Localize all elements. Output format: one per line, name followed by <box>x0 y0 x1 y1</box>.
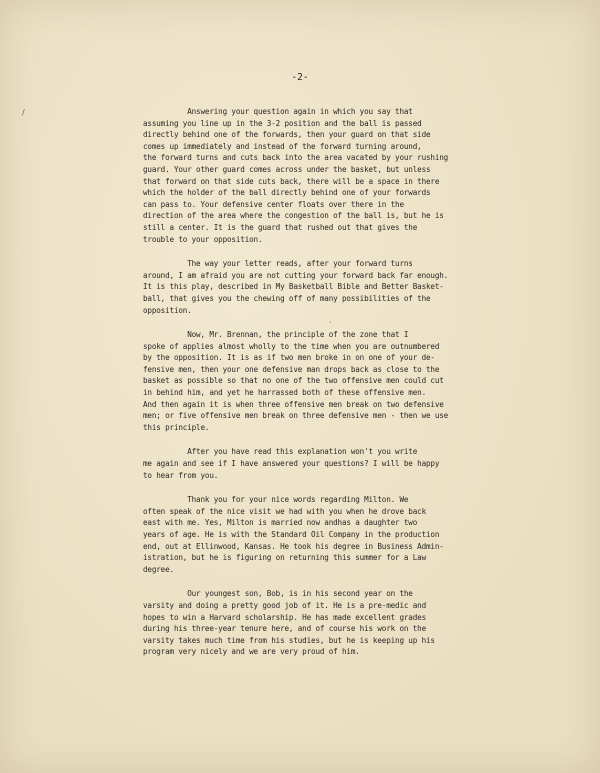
text-line: that forward on that side cuts back, there will be a space in there <box>143 176 440 186</box>
text-line: ball, that gives you the chewing off of many possibilities of the <box>143 293 431 303</box>
text-line: to hear from you. <box>143 470 219 480</box>
text-line: It is this play, described in My Basketball Bible and Better Basket- <box>143 282 444 292</box>
text-line: Answering your question again in which you say that <box>143 107 413 116</box>
text-line: Thank you for your nice words regarding Milton. We <box>143 495 409 505</box>
text-line: spoke of applies almost wholly to the time when you are outnumbered <box>143 341 440 351</box>
paragraph <box>143 494 548 575</box>
text-line: basket as possible so that no one of the two offensive men could cut <box>143 376 444 386</box>
text-line: comes up immediately and instead of the forward turning around, <box>143 141 422 151</box>
text-line: opposition. <box>143 305 192 315</box>
text-line: can pass to. Your defensive center floats over there in the <box>143 199 404 209</box>
paragraph <box>143 106 548 245</box>
text-line: Now, Mr. Brennan, the principle of the zone that I <box>143 330 409 340</box>
text-line: around, I am afraid you are not cutting your forward back far enough. <box>143 270 449 280</box>
text-line: The way your letter reads, after your forward turns <box>143 259 413 269</box>
text-line: hopes to win a Harvard scholarship. He has made excellent grades <box>143 612 426 622</box>
text-line: fensive men, then your one defensive man drops back as close to the <box>143 364 440 374</box>
text-line: me again and see if I have answered your questions? I will be happy <box>143 459 440 469</box>
text-line: often speak of the nice visit we had with you when he drove back <box>143 506 426 516</box>
text-line: assuming you line up in the 3-2 position and the ball is passed <box>143 118 422 128</box>
paragraph <box>143 446 548 481</box>
text-line: this principle. <box>143 422 210 432</box>
text-line: the forward turns and cuts back into the area vacated by your rushing <box>143 153 449 163</box>
text-line: men; or five offensive men break on three defensive men - then we use <box>143 411 449 421</box>
text-line: varsity takes much time from his studies, but he is keeping up his <box>143 635 435 645</box>
text-line: degree. <box>143 564 174 574</box>
text-line: by the opposition. It is as if two men broke in on one of your de- <box>143 353 435 363</box>
text-line: After you have read this explanation won't you write <box>143 447 418 457</box>
paragraph <box>143 258 548 316</box>
page-mark: · <box>329 318 332 327</box>
text-line: direction of the area where the congestion of the ball is, but he is <box>143 211 444 221</box>
text-line: directly behind one of the forwards, then your guard on that side <box>143 130 431 140</box>
text-line: istration, but he is figuring on returning this summer for a Law <box>143 553 426 563</box>
text-line: still a center. It is the guard that rushed out that gives the <box>143 222 418 232</box>
text-line: during his three-year tenure here, and of course his work on the <box>143 624 426 634</box>
text-line: years of age. He is with the Standard Oil Company in the production <box>143 530 440 539</box>
page-mark: / <box>22 108 25 117</box>
text-line: program very nicely and we are very proud of him. <box>143 647 360 657</box>
letter-body <box>143 106 548 671</box>
paragraph <box>143 329 548 433</box>
page-number: -2- <box>291 72 309 83</box>
text-line: in behind him, and yet he harrassed both of these offensive men. <box>143 388 426 398</box>
text-line: end, out at Ellinwood, Kansas. He took his degree in Business Admin- <box>143 541 444 551</box>
text-line: Our youngest son, Bob, is in his second year on the <box>143 589 413 599</box>
text-line: east with me. Yes, Milton is married now andhas a daughter two <box>143 518 418 528</box>
text-line: which the holder of the ball directly behind one of your forwards <box>143 188 431 198</box>
text-line: varsity and doing a pretty good job of it. He is a pre-medic and <box>143 600 426 610</box>
text-line: trouble to your opposition. <box>143 234 263 244</box>
paragraph <box>143 588 548 658</box>
text-line: guard. Your other guard comes across under the basket, but unless <box>143 164 431 174</box>
text-line: And then again it is when three offensive men break on two defensive <box>143 399 444 409</box>
